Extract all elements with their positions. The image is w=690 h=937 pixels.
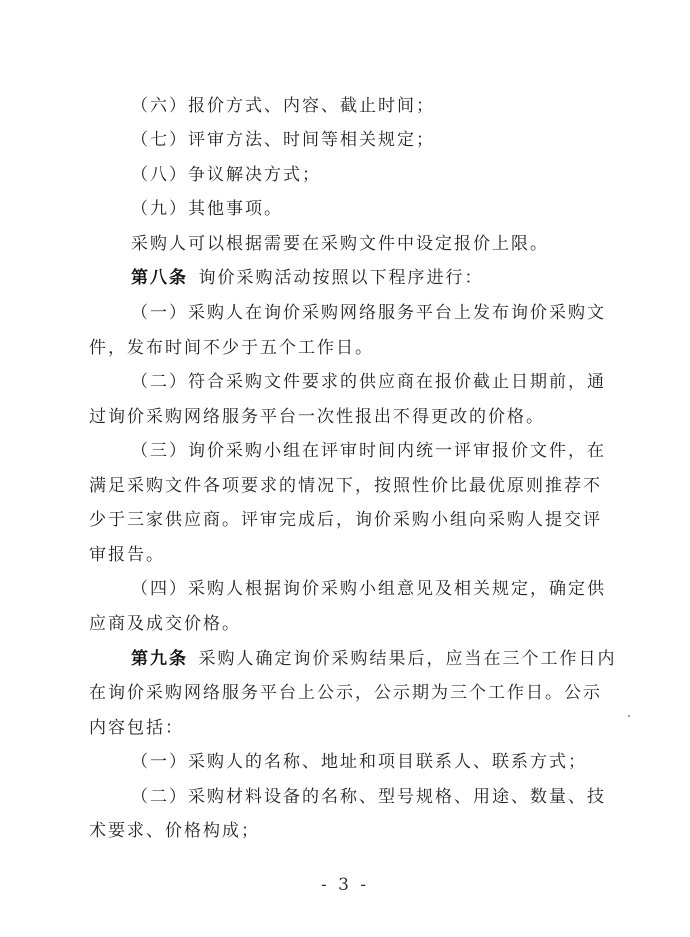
procedure-3-line-3: 少于三家供应商。评审完成后，询价采购小组向采购人提交评 bbox=[89, 510, 602, 530]
article-9-line-3: 内容包括： bbox=[89, 718, 184, 738]
procedure-4-line-2: 应商及成交价格。 bbox=[89, 614, 241, 634]
procedure-3-line-4: 审报告。 bbox=[89, 545, 165, 565]
page-number: - 3 - bbox=[320, 875, 370, 895]
procedure-4-line-1: （四）采购人根据询价采购小组意见及相关规定，确定供 bbox=[131, 579, 606, 599]
clause-item-8: （八）争议解决方式； bbox=[131, 165, 321, 185]
article-8-text: 询价采购活动按照以下程序进行： bbox=[198, 268, 484, 288]
article-9-line-2: 在询价采购网络服务平台上公示，公示期为三个工作日。公示 bbox=[89, 683, 602, 703]
article-8-label: 第八条 bbox=[131, 268, 188, 288]
clause-item-6: （六）报价方式、内容、截止时间； bbox=[131, 96, 435, 116]
procedure-3-line-2: 满足采购文件各项要求的情况下，按照性价比最优原则推荐不 bbox=[89, 476, 602, 496]
clause-item-7: （七）评审方法、时间等相关规定； bbox=[131, 130, 435, 150]
procedure-2-line-1: （二）符合采购文件要求的供应商在报价截止日期前，通 bbox=[131, 372, 606, 392]
publicity-item-1: （一）采购人的名称、地址和项目联系人、联系方式； bbox=[131, 752, 587, 772]
scan-speck bbox=[628, 715, 630, 717]
article-8-heading bbox=[131, 267, 484, 289]
procedure-1-line-2: 件，发布时间不少于五个工作日。 bbox=[89, 338, 374, 358]
publicity-item-2-line-1: （二）采购材料设备的名称、型号规格、用途、数量、技 bbox=[131, 787, 606, 807]
price-cap-paragraph: 采购人可以根据需要在采购文件中设定报价上限。 bbox=[131, 234, 549, 254]
procedure-1-line-1: （一）采购人在询价采购网络服务平台上发布询价采购文 bbox=[131, 303, 606, 323]
article-9-label: 第九条 bbox=[131, 649, 188, 669]
article-9-heading bbox=[131, 648, 617, 670]
procedure-3-line-1: （三）询价采购小组在评审时间内统一评审报价文件，在 bbox=[131, 441, 606, 461]
procedure-2-line-2: 过询价采购网络服务平台一次性报出不得更改的价格。 bbox=[89, 407, 545, 427]
publicity-item-2-line-2: 术要求、价格构成； bbox=[89, 821, 260, 841]
article-9-text: 采购人确定询价采购结果后，应当在三个工作日内 bbox=[198, 649, 617, 669]
clause-item-9: （九）其他事项。 bbox=[131, 199, 283, 219]
